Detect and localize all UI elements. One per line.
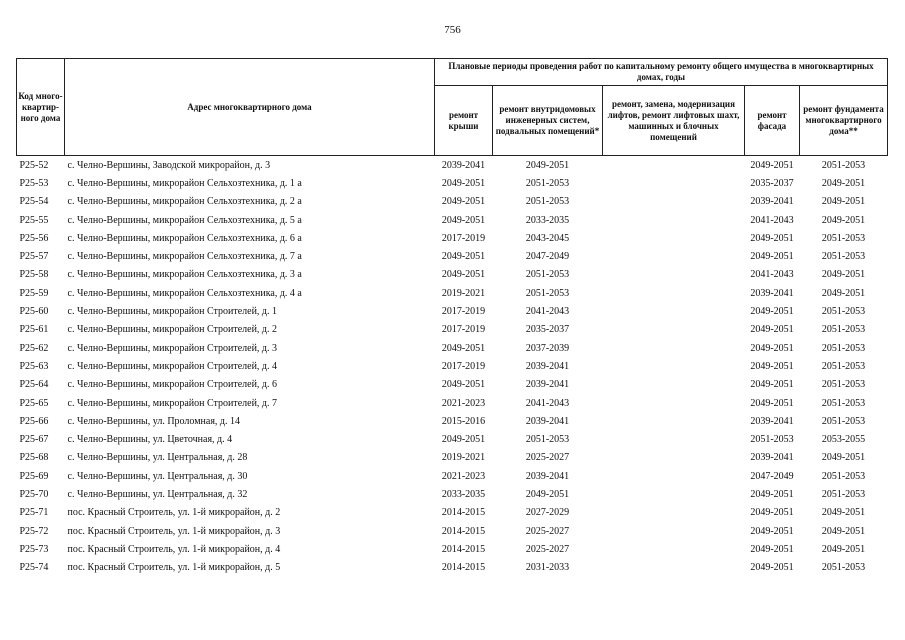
row-roof: 2014-2015	[441, 562, 486, 574]
row-address: с. Челно-Вершины, микрорайон Сельхозтехника, д. 3 а	[67, 269, 302, 281]
row-elevators	[603, 193, 745, 211]
row-code: P25-57	[19, 251, 49, 263]
row-facade: 2039-2041	[750, 287, 794, 299]
row-elevators	[603, 485, 745, 503]
row-code: P25-53	[19, 177, 49, 189]
table-row	[17, 485, 888, 503]
capital-repair-schedule-table	[16, 58, 888, 577]
row-engineering: 2027-2029	[525, 507, 570, 519]
row-engineering: 2051-2053	[525, 196, 570, 208]
table-row	[17, 449, 888, 467]
row-foundation: 2049-2051	[821, 452, 866, 464]
row-address: с. Челно-Вершины, микрорайон Сельхозтехника, д. 6 а	[67, 232, 302, 244]
row-roof: 2014-2015	[441, 525, 486, 537]
row-roof: 2039-2041	[435, 156, 493, 175]
row-roof: 2017-2019	[441, 232, 486, 244]
header-periods: Плановые периоды проведения работ по капитальному ремонту общего имущества в многоквартирных домах, годы	[435, 59, 888, 86]
page-number: 756	[444, 24, 461, 36]
row-facade: 2049-2051	[750, 379, 794, 391]
table-row	[17, 376, 888, 394]
row-facade: 2051-2053	[750, 434, 794, 446]
row-elevators	[603, 357, 745, 375]
row-address: пос. Красный Строитель, ул. 1-й микрорайон, д. 4	[67, 543, 281, 555]
row-address: с. Челно-Вершины, ул. Центральная, д. 32	[67, 488, 248, 500]
row-foundation: 2051-2053	[821, 251, 866, 263]
row-foundation: 2051-2053	[821, 470, 866, 482]
header-address: Адрес многоквартирного дома	[65, 59, 435, 156]
row-code: P25-55	[19, 214, 49, 226]
row-elevators	[603, 376, 745, 394]
row-roof: 2033-2035	[441, 488, 486, 500]
row-elevators	[603, 559, 745, 577]
row-address: пос. Красный Строитель, ул. 1-й микрорайон, д. 3	[67, 525, 281, 537]
row-foundation: 2051-2053	[821, 342, 866, 354]
row-facade: 2047-2049	[750, 470, 794, 482]
row-roof: 2019-2021	[441, 287, 486, 299]
row-foundation: 2049-2051	[821, 177, 866, 189]
row-facade: 2041-2043	[750, 214, 794, 226]
row-engineering: 2051-2053	[525, 177, 570, 189]
row-foundation: 2049-2051	[821, 543, 866, 555]
row-roof: 2021-2023	[441, 397, 486, 409]
row-code: P25-64	[19, 379, 49, 391]
row-foundation: 2051-2053	[821, 379, 866, 391]
row-engineering: 2033-2035	[525, 214, 570, 226]
row-address: с. Челно-Вершины, микрорайон Сельхозтехника, д. 1 а	[67, 177, 302, 189]
header-elevators: ремонт, замена, модернизация лифтов, ремонт лифтовых шахт, машинных и блочных помещений	[603, 86, 745, 156]
row-roof: 2049-2051	[441, 251, 486, 263]
row-engineering: 2039-2041	[525, 415, 570, 427]
row-foundation: 2051-2053	[821, 415, 866, 427]
row-roof: 2021-2023	[441, 470, 486, 482]
row-facade: 2039-2041	[750, 196, 794, 208]
row-code: P25-52	[17, 156, 65, 175]
row-address: с. Челно-Вершины, ул. Центральная, д. 30	[67, 470, 248, 482]
row-facade: 2049-2051	[750, 251, 794, 263]
row-engineering: 2047-2049	[525, 251, 570, 263]
row-facade: 2049-2051	[750, 306, 794, 318]
row-foundation: 2053-2055	[821, 434, 866, 446]
row-facade: 2049-2051	[750, 488, 794, 500]
row-code: P25-69	[19, 470, 49, 482]
row-foundation: 2051-2053	[800, 156, 888, 175]
row-address: с. Челно-Вершины, микрорайон Строителей, д. 4	[67, 360, 278, 372]
table-row	[17, 229, 888, 247]
table-row	[17, 504, 888, 522]
header-code: Код много-квартир-ного дома	[17, 59, 65, 156]
row-elevators	[603, 321, 745, 339]
row-elevators	[603, 522, 745, 540]
table-row	[17, 266, 888, 284]
row-address: с. Челно-Вершины, микрорайон Сельхозтехника, д. 7 а	[67, 251, 302, 263]
row-facade: 2049-2051	[750, 562, 794, 574]
row-facade: 2049-2051	[750, 507, 794, 519]
row-foundation: 2049-2051	[821, 525, 866, 537]
row-engineering: 2051-2053	[525, 287, 570, 299]
row-roof: 2049-2051	[441, 342, 486, 354]
row-facade: 2049-2051	[750, 360, 794, 372]
row-elevators	[603, 339, 745, 357]
row-address: пос. Красный Строитель, ул. 1-й микрорайон, д. 2	[67, 507, 281, 519]
row-elevators	[603, 211, 745, 229]
table-row	[17, 302, 888, 320]
row-elevators	[603, 302, 745, 320]
row-address: с. Челно-Вершины, Заводской микрорайон, д. 3	[65, 156, 435, 175]
row-roof: 2049-2051	[441, 434, 486, 446]
row-address: с. Челно-Вершины, ул. Центральная, д. 28	[67, 452, 248, 464]
row-engineering: 2041-2043	[525, 397, 570, 409]
row-address: с. Челно-Вершины, микрорайон Строителей, д. 6	[67, 379, 278, 391]
row-foundation: 2051-2053	[821, 397, 866, 409]
row-engineering: 2039-2041	[525, 360, 570, 372]
row-engineering: 2031-2033	[525, 562, 570, 574]
row-address: с. Челно-Вершины, ул. Проломная, д. 14	[67, 415, 241, 427]
row-address: с. Челно-Вершины, микрорайон Сельхозтехника, д. 5 а	[67, 214, 302, 226]
table-row	[17, 321, 888, 339]
header-foundation: ремонт фундамента многоквартирного дома**	[800, 86, 888, 156]
row-code: P25-63	[19, 360, 49, 372]
table-row	[17, 394, 888, 412]
header-roof: ремонт крыши	[435, 86, 493, 156]
row-roof: 2014-2015	[441, 507, 486, 519]
row-engineering: 2051-2053	[525, 434, 570, 446]
row-elevators	[603, 430, 745, 448]
row-foundation: 2051-2053	[821, 360, 866, 372]
row-engineering: 2041-2043	[525, 306, 570, 318]
row-engineering: 2049-2051	[525, 488, 570, 500]
row-engineering: 2051-2053	[525, 269, 570, 281]
row-roof: 2019-2021	[441, 452, 486, 464]
row-facade: 2049-2051	[750, 324, 794, 336]
row-facade: 2035-2037	[750, 177, 794, 189]
row-code: P25-72	[19, 525, 49, 537]
table-row	[17, 357, 888, 375]
row-roof: 2049-2051	[441, 214, 486, 226]
row-engineering: 2039-2041	[525, 379, 570, 391]
row-roof: 2015-2016	[441, 415, 486, 427]
row-foundation: 2049-2051	[821, 214, 866, 226]
row-engineering: 2025-2027	[525, 543, 570, 555]
row-address: с. Челно-Вершины, ул. Цветочная, д. 4	[67, 434, 233, 446]
row-facade: 2039-2041	[750, 415, 794, 427]
row-engineering: 2025-2027	[525, 452, 570, 464]
row-elevators	[603, 266, 745, 284]
row-foundation: 2051-2053	[821, 324, 866, 336]
table-row	[17, 247, 888, 265]
row-roof: 2017-2019	[441, 324, 486, 336]
row-address: с. Челно-Вершины, микрорайон Сельхозтехника, д. 4 а	[67, 287, 302, 299]
row-roof: 2017-2019	[441, 306, 486, 318]
row-foundation: 2049-2051	[821, 507, 866, 519]
row-code: P25-67	[19, 434, 49, 446]
row-code: P25-62	[19, 342, 49, 354]
row-elevators	[603, 504, 745, 522]
row-address: с. Челно-Вершины, микрорайон Строителей, д. 3	[67, 342, 278, 354]
row-facade: 2039-2041	[750, 452, 794, 464]
row-address: с. Челно-Вершины, микрорайон Строителей, д. 2	[67, 324, 278, 336]
row-foundation: 2051-2053	[821, 488, 866, 500]
row-engineering: 2035-2037	[525, 324, 570, 336]
row-facade: 2049-2051	[750, 342, 794, 354]
row-roof: 2017-2019	[441, 360, 486, 372]
row-foundation: 2049-2051	[821, 269, 866, 281]
row-engineering: 2025-2027	[525, 525, 570, 537]
table-row	[17, 211, 888, 229]
row-code: P25-54	[19, 196, 49, 208]
row-roof: 2049-2051	[441, 379, 486, 391]
row-engineering: 2049-2051	[493, 156, 603, 175]
row-roof: 2014-2015	[441, 543, 486, 555]
row-code: P25-65	[19, 397, 49, 409]
row-code: P25-56	[19, 232, 49, 244]
table-row	[17, 339, 888, 357]
row-elevators	[603, 174, 745, 192]
row-facade: 2049-2051	[745, 156, 800, 175]
row-code: P25-58	[19, 269, 49, 281]
row-elevators	[603, 540, 745, 558]
table-row	[17, 430, 888, 448]
row-code: P25-74	[19, 562, 49, 574]
row-roof: 2049-2051	[441, 269, 486, 281]
table-row	[17, 156, 888, 175]
table-row	[17, 522, 888, 540]
row-code: P25-73	[19, 543, 49, 555]
header-engineering: ремонт внутридомовых инженерных систем, подвальных помещений*	[493, 86, 603, 156]
row-code: P25-60	[19, 306, 49, 318]
row-foundation: 2049-2051	[821, 196, 866, 208]
row-elevators	[603, 467, 745, 485]
table-row	[17, 174, 888, 192]
row-facade: 2049-2051	[750, 232, 794, 244]
row-foundation: 2051-2053	[821, 306, 866, 318]
row-elevators	[603, 284, 745, 302]
row-elevators	[603, 247, 745, 265]
row-facade: 2049-2051	[750, 543, 794, 555]
row-address: пос. Красный Строитель, ул. 1-й микрорайон, д. 5	[67, 562, 281, 574]
row-foundation: 2049-2051	[821, 287, 866, 299]
row-engineering: 2043-2045	[525, 232, 570, 244]
row-elevators	[603, 449, 745, 467]
row-code: P25-61	[19, 324, 49, 336]
row-engineering: 2037-2039	[525, 342, 570, 354]
table-row	[17, 467, 888, 485]
table-row	[17, 412, 888, 430]
row-elevators	[603, 394, 745, 412]
row-code: P25-70	[19, 488, 49, 500]
row-address: с. Челно-Вершины, микрорайон Строителей, д. 1	[67, 306, 278, 318]
row-elevators	[603, 412, 745, 430]
row-foundation: 2051-2053	[821, 232, 866, 244]
row-engineering: 2039-2041	[525, 470, 570, 482]
row-address: с. Челно-Вершины, микрорайон Строителей, д. 7	[67, 397, 278, 409]
row-elevators	[603, 229, 745, 247]
row-facade: 2049-2051	[750, 525, 794, 537]
row-code: P25-66	[19, 415, 49, 427]
row-roof: 2049-2051	[441, 196, 486, 208]
row-code: P25-59	[19, 287, 49, 299]
table-row	[17, 193, 888, 211]
table-row	[17, 284, 888, 302]
header-facade: ремонт фасада	[745, 86, 800, 156]
row-elevators	[603, 156, 745, 175]
row-address: с. Челно-Вершины, микрорайон Сельхозтехника, д. 2 а	[67, 196, 302, 208]
row-code: P25-68	[19, 452, 49, 464]
table-row	[17, 559, 888, 577]
table-body	[17, 156, 888, 577]
row-facade: 2049-2051	[750, 397, 794, 409]
row-code: P25-71	[19, 507, 49, 519]
row-foundation: 2051-2053	[821, 562, 866, 574]
row-roof: 2049-2051	[441, 177, 486, 189]
row-facade: 2041-2043	[750, 269, 794, 281]
table-row	[17, 540, 888, 558]
